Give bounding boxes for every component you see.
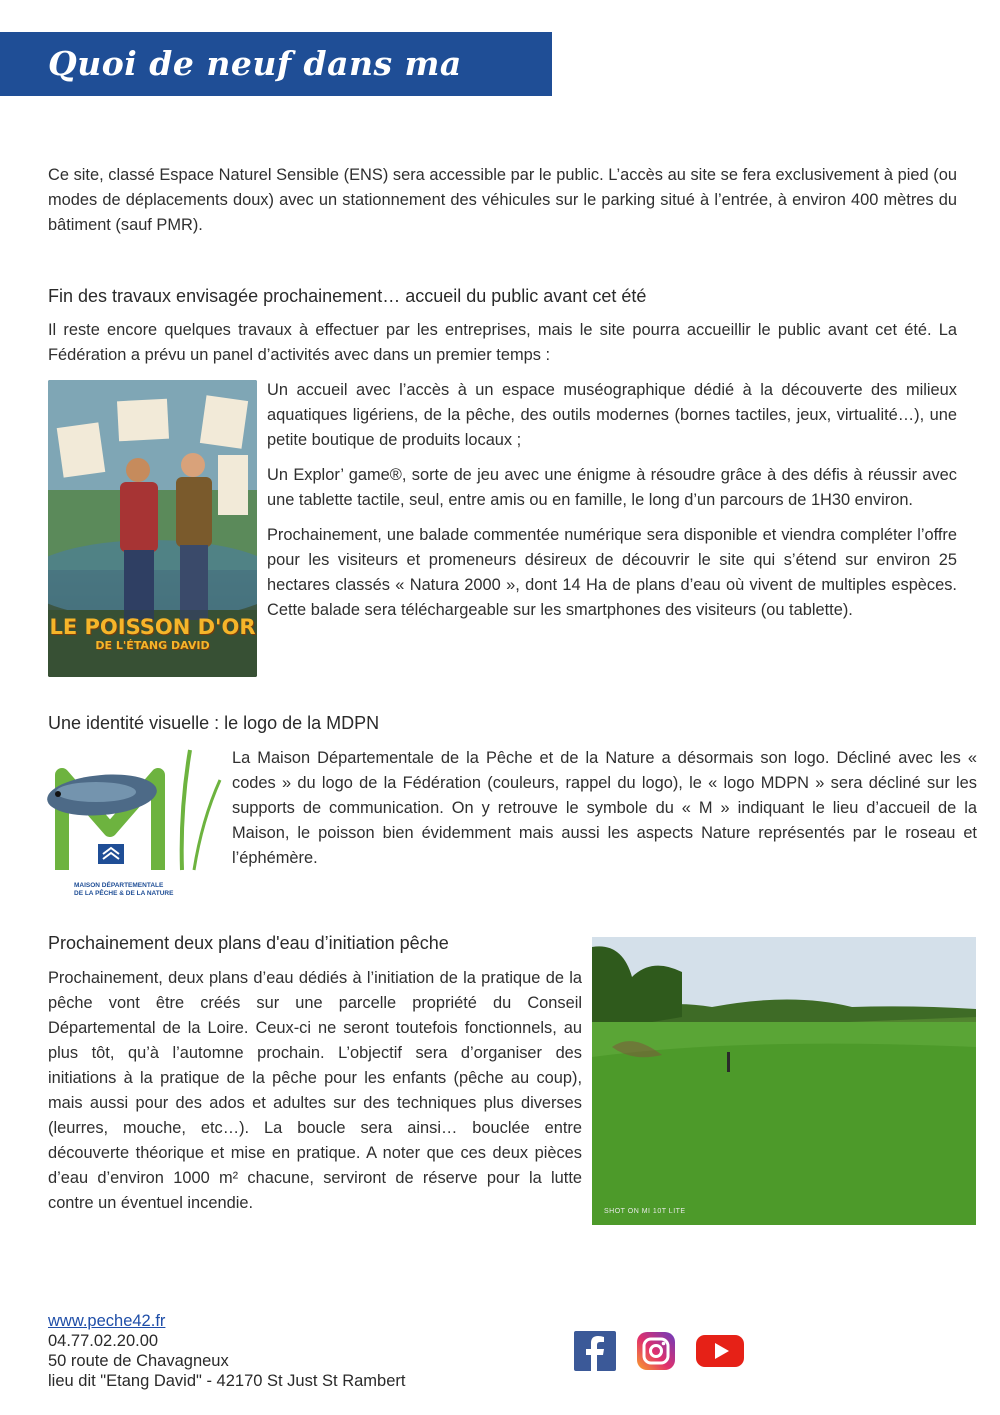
social-links bbox=[574, 1331, 744, 1371]
activity-item: Prochainement, une balade commentée numérique sera disponible et viendra compléter l’offre pour les visiteurs et promeneurs désireux de découvrir le site qui s’étend sur environ 25 hectares classés « Natura 2000 », dont 14 Ha de plans d’eau où vivent de multiples espèces. Cette balade sera téléchargeable sur les smartphones des visiteurs (ou tablette). bbox=[267, 526, 957, 619]
youtube-icon[interactable] bbox=[696, 1333, 744, 1369]
activity-item: Un Explor’ game®, sorte de jeu avec une énigme à résoudre grâce à des défis à réussir avec une tablette tactile, seul, entre amis ou en famille, le long d’un parcours de 1H30 environ. bbox=[267, 466, 957, 509]
activity-item: Un accueil avec l’accès à un espace muséographique dédié à la découverte des milieux aquatiques ligériens, de la pêche, des outils modernes (bornes tactiles, jeux, virtualité…), une petite boutique de produits locaux ; bbox=[267, 381, 957, 449]
ponds-paragraph: Prochainement, deux plans d’eau dédiés à l’initiation de la pratique de la pêche vont être créés sur une parcelle propriété du Conseil Départemental de la Loire. Ceux-ci ne seront toutefois fonctionnels, au plus tôt, qu’à l’automne prochain. L’objectif sera d’organiser des initiations à la pratique de la pêche pour les enfants (pêche au coup), mais aussi pour des ados et adultes sur des techniques plus diverses (leurres, mouche, etc…). La boucle sera ainsi… bouclée entre découverte théorique et mise en pratique. A noter que ces deux pièces d’eau d’environ 1000 m² chacune, serviront de réserve pour la lutte contre un éventuel incendie. bbox=[48, 969, 582, 1212]
photo-caption: SHOT ON MI 10T LITE bbox=[604, 1208, 686, 1215]
section-heading-logo: Une identité visuelle : le logo de la MDPN bbox=[48, 713, 380, 733]
page-banner-title: Quoi de neuf dans ma fédé ? bbox=[0, 32, 552, 96]
address-line-2: lieu dit "Etang David" - 42170 St Just St Rambert bbox=[48, 1372, 406, 1390]
logo-text-line1: MAISON DÉPARTEMENTALE bbox=[74, 882, 164, 889]
section-heading-works: Fin des travaux envisagée prochainement… accueil du public avant cet été bbox=[48, 286, 647, 306]
logo-paragraph: La Maison Départementale de la Pêche et de la Nature a désormais son logo. Décliné avec les « codes » du logo de la Fédération (couleurs, rappel du logo), le « logo MDPN » sera décliné sur les supports de communication. On y retrouve le symbole du « M » indiquant le lieu d’accueil de la Maison, le poisson bien évidemment mais aussi les aspects Nature représentés par le roseau et l’éphémère. bbox=[232, 749, 977, 867]
mdpn-logo bbox=[32, 740, 224, 900]
poster-title: LE POISSON D'OR bbox=[49, 615, 256, 639]
address-line-1: 50 route de Chavagneux bbox=[48, 1352, 229, 1370]
logo-text-line2: DE LA PÊCHE & DE LA NATURE bbox=[74, 890, 174, 897]
section-heading-ponds: Prochainement deux plans d'eau d’initiation pêche bbox=[48, 933, 449, 953]
intro-paragraph: Ce site, classé Espace Naturel Sensible (ENS) sera accessible par le public. L’accès au site se fera exclusivement à pied (ou modes de déplacements doux) avec un stationnement des véhicules sur le parking situé à l’entrée, à environ 400 mètres du bâtiment (sauf PMR). bbox=[48, 166, 957, 234]
explor-game-poster-image bbox=[48, 380, 257, 677]
works-paragraph: Il reste encore quelques travaux à effectuer par les entreprises, mais le site pourra accueillir le public avant cet été. La Fédération a prévu un panel d’activités avec dans un premier temps : bbox=[48, 321, 957, 364]
website-link[interactable]: www.peche42.fr bbox=[48, 1312, 166, 1330]
phone-number: 04.77.02.20.00 bbox=[48, 1332, 159, 1350]
activities-list bbox=[267, 378, 957, 633]
field-photo bbox=[592, 937, 976, 1225]
poster-subtitle: DE L'ÉTANG DAVID bbox=[95, 639, 210, 652]
facebook-icon[interactable] bbox=[574, 1331, 616, 1371]
instagram-icon[interactable] bbox=[636, 1331, 676, 1371]
footer-contact bbox=[48, 1311, 405, 1391]
